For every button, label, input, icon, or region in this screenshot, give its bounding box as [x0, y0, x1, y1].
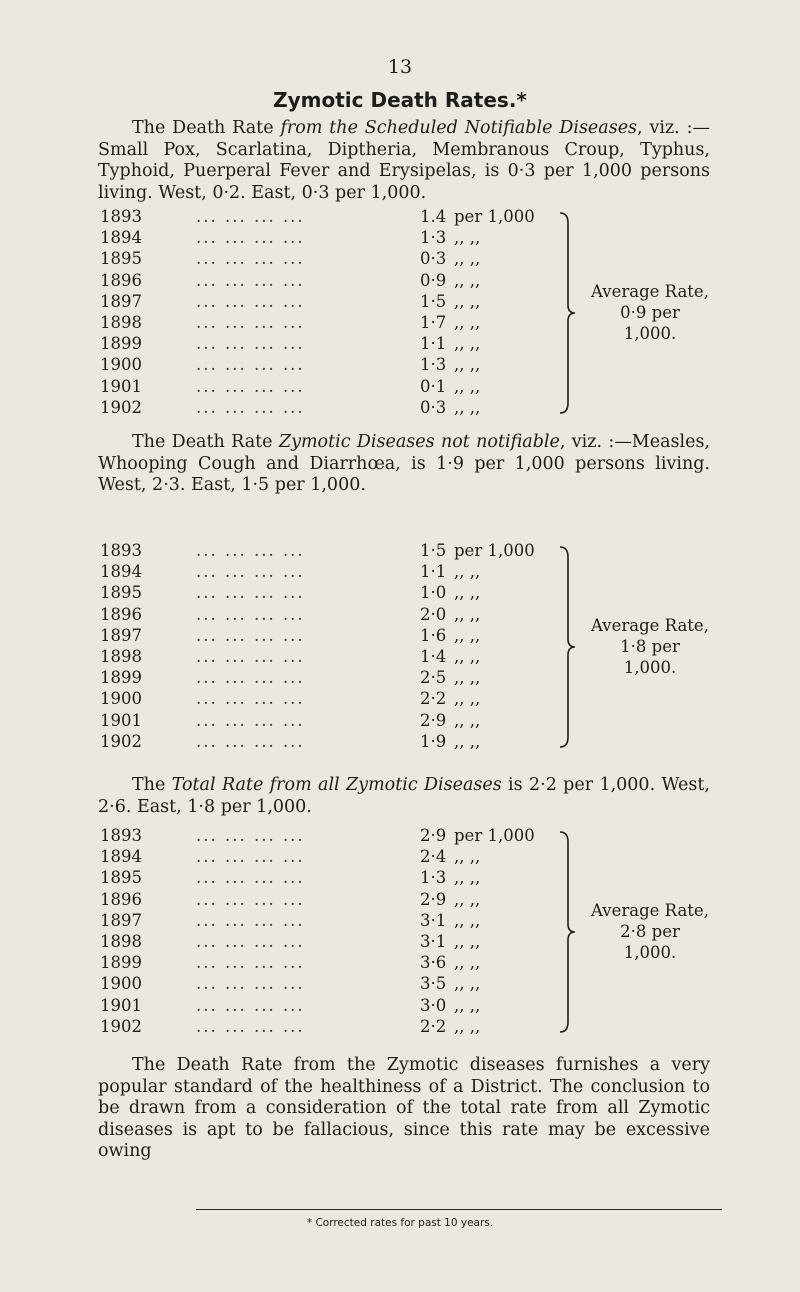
rate-unit: per 1,000: [454, 207, 535, 226]
leader-dots: ... ... ... ...: [196, 847, 305, 867]
average-rate-line: Average Rate,: [591, 901, 709, 920]
leader-dots: ... ... ... ...: [196, 583, 305, 603]
table-row: [98, 249, 718, 270]
rate-unit: ,, ,,: [454, 355, 481, 375]
leader-dots: ... ... ... ...: [196, 625, 305, 645]
leader-dots: ... ... ... ...: [196, 995, 305, 1015]
section-2-intro: [98, 432, 710, 497]
rate-value: 1·3: [420, 868, 447, 888]
table-row: [98, 228, 718, 249]
intro-lead: The: [132, 775, 172, 795]
conclusion-paragraph: [98, 1055, 710, 1163]
leader-dots: ... ... ... ...: [196, 731, 305, 751]
rate-value: 2·0: [420, 604, 447, 624]
leader-dots: ... ... ... ...: [196, 228, 305, 248]
year-label: 1897: [100, 625, 142, 645]
rate-unit: ,, ,,: [454, 625, 481, 645]
year-label: 1902: [100, 1016, 142, 1036]
rate-unit: ,, ,,: [454, 583, 481, 603]
leader-dots: ... ... ... ...: [196, 562, 305, 582]
table-row: [98, 1017, 718, 1038]
right-brace-icon: [558, 545, 578, 749]
leader-dots: ... ... ... ...: [196, 710, 305, 730]
rate-unit: ,, ,,: [454, 228, 481, 248]
rate-value: 1·3: [420, 228, 447, 248]
leader-dots: ... ... ... ...: [196, 355, 305, 375]
rate-value: 0·1: [420, 376, 447, 396]
leader-dots: ... ... ... ...: [196, 312, 305, 332]
leader-dots: ... ... ... ...: [196, 868, 305, 888]
leader-dots: ... ... ... ...: [196, 334, 305, 354]
intro-rest: , viz. :—Small Pox, Scarlatina, Diptheria, Membranous Croup, Typhus, Typhoid, Puerperal Fever and Erysipelas, is 0·3 per 1,000 persons living. West, 0·2. East, 0·3 per 1,000.: [98, 118, 711, 203]
rate-unit: ,, ,,: [454, 668, 481, 688]
year-label: 1902: [100, 731, 142, 751]
average-rate-line: 2·8 per: [620, 922, 680, 941]
year-label: 1899: [100, 953, 142, 973]
rate-unit: per 1,000: [454, 826, 535, 845]
average-rate-label: [576, 281, 724, 344]
leader-dots: ... ... ... ...: [196, 397, 305, 417]
year-label: 1893: [100, 207, 142, 226]
rate-unit: ,, ,,: [454, 847, 481, 867]
rate-unit: ,, ,,: [454, 910, 481, 930]
section-3-intro: [98, 775, 710, 818]
conclusion-text: The Death Rate from the Zymotic diseases furnishes a very popular standard of the healthiness of a District. The conclusion to be drawn from a consideration of the total rate from all Zymotic diseases is apt to be fallacious, since this rate may be excessive owing: [98, 1055, 710, 1161]
rate-value: 2·2: [420, 1016, 447, 1036]
leader-dots: ... ... ... ...: [196, 270, 305, 290]
average-rate-line: 1,000.: [623, 658, 677, 677]
intro-emphasis: from the Scheduled Notifiable Diseases: [280, 118, 638, 138]
leader-dots: ... ... ... ...: [196, 541, 305, 560]
rate-unit: ,, ,,: [454, 334, 481, 354]
rate-unit: ,, ,,: [454, 562, 481, 582]
rate-value: 1·1: [420, 562, 447, 582]
leader-dots: ... ... ... ...: [196, 974, 305, 994]
rate-value: 2·4: [420, 847, 447, 867]
average-rate-line: 1,000.: [623, 943, 677, 962]
average-rate-line: 1,000.: [623, 324, 677, 343]
rate-unit: ,, ,,: [454, 646, 481, 666]
year-label: 1898: [100, 646, 142, 666]
rate-unit: ,, ,,: [454, 889, 481, 909]
year-label: 1899: [100, 668, 142, 688]
rate-unit: ,, ,,: [454, 953, 481, 973]
year-label: 1894: [100, 847, 142, 867]
leader-dots: ... ... ... ...: [196, 646, 305, 666]
rate-value: 1·1: [420, 334, 447, 354]
leader-dots: ... ... ... ...: [196, 689, 305, 709]
rate-value: 2·5: [420, 668, 447, 688]
intro-emphasis: Zymotic Diseases not notifiable: [278, 432, 560, 452]
year-label: 1901: [100, 710, 142, 730]
section-1-table: [98, 207, 718, 419]
year-label: 1895: [100, 249, 142, 269]
rate-unit: ,, ,,: [454, 291, 481, 311]
rate-value: 1·9: [420, 731, 447, 751]
year-label: 1900: [100, 355, 142, 375]
leader-dots: ... ... ... ...: [196, 953, 305, 973]
table-row: [98, 398, 718, 419]
rate-value: 0·3: [420, 397, 447, 417]
leader-dots: ... ... ... ...: [196, 668, 305, 688]
leader-dots: ... ... ... ...: [196, 291, 305, 311]
intro-rest: is 2·2 per 1,000. West, 2·6. East, 1·8 per 1,000.: [98, 775, 710, 817]
rate-value: 2·9: [420, 889, 447, 909]
year-label: 1899: [100, 334, 142, 354]
rate-unit: ,, ,,: [454, 312, 481, 332]
rate-value: 3·6: [420, 953, 447, 973]
year-label: 1893: [100, 541, 142, 560]
average-rate-line: Average Rate,: [591, 282, 709, 301]
leader-dots: ... ... ... ...: [196, 826, 305, 845]
table-row: [98, 732, 718, 753]
year-label: 1896: [100, 604, 142, 624]
rate-value: 3·5: [420, 974, 447, 994]
rate-value: 1·5: [420, 291, 447, 311]
average-rate-label: [576, 615, 724, 678]
rate-value: 1·5: [420, 541, 447, 560]
rate-value: 0·3: [420, 249, 447, 269]
rate-value: 3·1: [420, 931, 447, 951]
intro-lead: The Death Rate: [132, 432, 279, 452]
year-label: 1898: [100, 312, 142, 332]
rate-unit: ,, ,,: [454, 689, 481, 709]
table-row: [98, 355, 718, 376]
year-label: 1901: [100, 995, 142, 1015]
rate-value: 1·7: [420, 312, 447, 332]
table-row: [98, 207, 718, 228]
rate-unit: ,, ,,: [454, 376, 481, 396]
intro-rest: , viz. :—Measles, Whooping Cough and Diarrhœa, is 1·9 per 1,000 persons living. West, 2·3. East, 1·5 per 1,000.: [98, 432, 710, 495]
rate-value: 1·6: [420, 625, 447, 645]
year-label: 1897: [100, 910, 142, 930]
rate-unit: ,, ,,: [454, 397, 481, 417]
rate-value: 1·4: [420, 646, 447, 666]
table-row: [98, 562, 718, 583]
leader-dots: ... ... ... ...: [196, 910, 305, 930]
leader-dots: ... ... ... ...: [196, 249, 305, 269]
table-row: [98, 996, 718, 1017]
table-row: [98, 868, 718, 889]
year-label: 1893: [100, 826, 142, 845]
section-3-table: [98, 826, 718, 1038]
rate-value: 1·0: [420, 583, 447, 603]
leader-dots: ... ... ... ...: [196, 376, 305, 396]
rate-unit: ,, ,,: [454, 604, 481, 624]
rate-unit: ,, ,,: [454, 270, 481, 290]
intro-emphasis: Total Rate from all Zymotic Diseases: [171, 775, 502, 795]
section-1-intro: [98, 118, 710, 204]
table-row: [98, 541, 718, 562]
table-row: [98, 711, 718, 732]
page-number: 13: [387, 56, 413, 78]
rate-value: 2·9: [420, 826, 447, 845]
leader-dots: ... ... ... ...: [196, 1016, 305, 1036]
year-label: 1898: [100, 931, 142, 951]
average-rate-label: [576, 900, 724, 963]
year-label: 1897: [100, 291, 142, 311]
rate-value: 3·1: [420, 910, 447, 930]
intro-lead: The Death Rate: [132, 118, 281, 138]
year-label: 1895: [100, 583, 142, 603]
year-label: 1900: [100, 974, 142, 994]
year-label: 1896: [100, 270, 142, 290]
table-row: [98, 689, 718, 710]
year-label: 1901: [100, 376, 142, 396]
table-row: [98, 974, 718, 995]
table-row: [98, 583, 718, 604]
rate-unit: ,, ,,: [454, 931, 481, 951]
table-row: [98, 847, 718, 868]
leader-dots: ... ... ... ...: [196, 889, 305, 909]
rate-unit: ,, ,,: [454, 868, 481, 888]
year-label: 1902: [100, 397, 142, 417]
rate-value: 1·3: [420, 355, 447, 375]
year-label: 1900: [100, 689, 142, 709]
rate-value: 2·2: [420, 689, 447, 709]
right-brace-icon: [558, 211, 578, 415]
year-label: 1894: [100, 562, 142, 582]
rate-unit: ,, ,,: [454, 995, 481, 1015]
rate-value: 3·0: [420, 995, 447, 1015]
average-rate-line: 1·8 per: [620, 637, 680, 656]
rate-unit: per 1,000: [454, 541, 535, 560]
year-label: 1896: [100, 889, 142, 909]
rate-unit: ,, ,,: [454, 710, 481, 730]
footnote-rule: [196, 1209, 722, 1210]
year-label: 1894: [100, 228, 142, 248]
section-2-table: [98, 541, 718, 753]
year-label: 1895: [100, 868, 142, 888]
leader-dots: ... ... ... ...: [196, 207, 305, 226]
rate-unit: ,, ,,: [454, 249, 481, 269]
page-title: Zymotic Death Rates.*: [273, 88, 527, 112]
rate-value: 0·9: [420, 270, 447, 290]
leader-dots: ... ... ... ...: [196, 604, 305, 624]
table-row: [98, 377, 718, 398]
table-row: [98, 826, 718, 847]
rate-unit: ,, ,,: [454, 731, 481, 751]
rate-unit: ,, ,,: [454, 974, 481, 994]
rate-value: 2·9: [420, 710, 447, 730]
right-brace-icon: [558, 830, 578, 1034]
average-rate-line: 0·9 per: [620, 303, 680, 322]
footnote: * Corrected rates for past 10 years.: [306, 1217, 494, 1229]
rate-value: 1.4: [420, 207, 447, 226]
leader-dots: ... ... ... ...: [196, 931, 305, 951]
rate-unit: ,, ,,: [454, 1016, 481, 1036]
average-rate-line: Average Rate,: [591, 616, 709, 635]
